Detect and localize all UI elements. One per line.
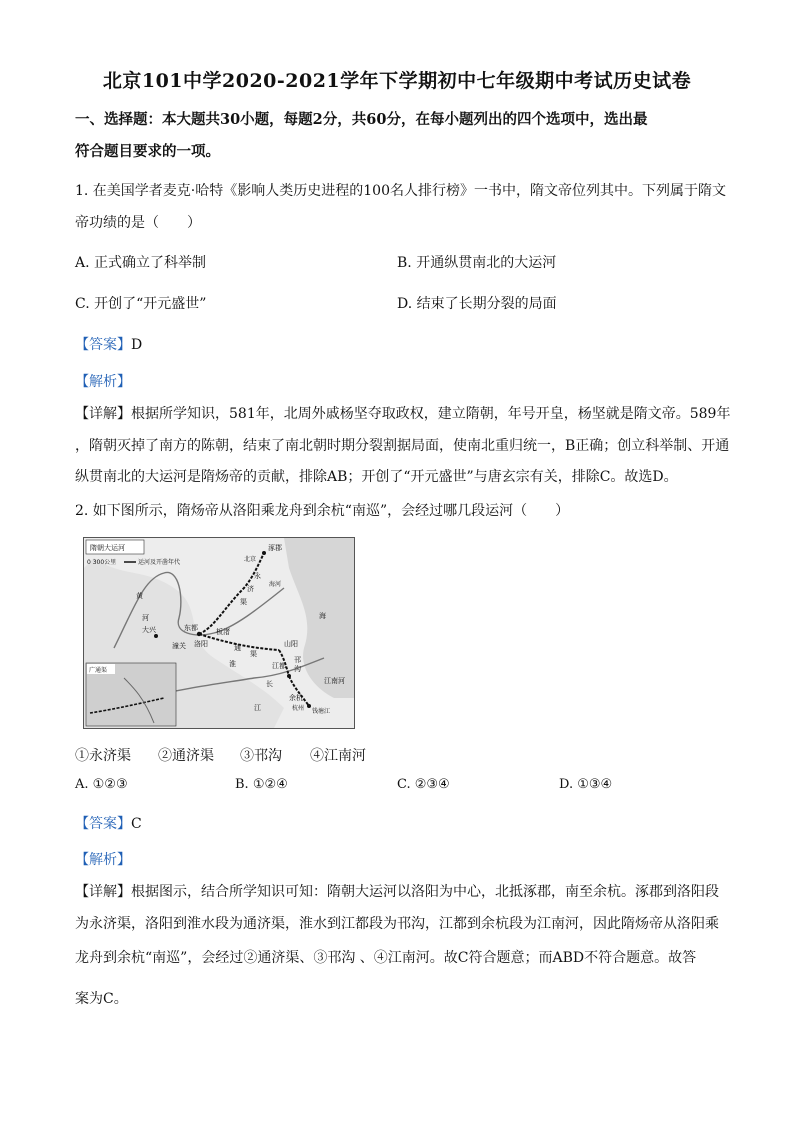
map-label-zhuojun: 涿郡 (268, 544, 282, 552)
map-title: 隋朝大运河 (90, 544, 125, 552)
q1-option-a: A. 正式确立了科举制 (75, 255, 207, 271)
map-label-qu2: 渠 (250, 650, 257, 658)
q2-stem: 2. 如下图所示，隋炀帝从洛阳乘龙舟到余杭“南巡”，会经过哪几段运河（ ） (75, 503, 570, 519)
q1-answer-value: D (131, 337, 143, 353)
q1-analysis-label: 【解析】 (75, 374, 131, 390)
q2-detail-label: 【详解】 (75, 884, 131, 900)
map-label-yuhang: 余杭 (289, 694, 303, 702)
map-label-dongdu: 东都 (184, 624, 198, 632)
map-label-jiang: 江 (254, 704, 261, 712)
grand-canal-map (83, 537, 355, 729)
q1-detail-label: 【详解】 (75, 406, 131, 422)
map-label-huang: 黄 (136, 592, 143, 600)
map-label-huai: 淮 (229, 660, 236, 668)
map-legend: 运河及开凿年代 (138, 559, 181, 566)
q1-detail-line2: ，隋朝灭掉了南方的陈朝，结束了南北朝时期分裂割据局面，使南北重归统一，B正确；创立科举制、开通 (75, 438, 730, 454)
q2-answer-value: C (131, 816, 142, 832)
map-label-beijing: 北京 (244, 556, 257, 563)
q2-option-a: A. ①②③ (75, 777, 128, 792)
map-label-ji: 济 (247, 585, 254, 593)
q2-option-c: C. ②③④ (397, 777, 450, 792)
q2-detail-line3: 龙舟到余杭“南巡”，会经过②通济渠、③邗沟 、④江南河。故C符合题意；而ABD不符合题意。故答 (75, 950, 697, 966)
q2-choice-2: ②通济渠 (158, 748, 214, 764)
map-label-jiangnan: 江南河 (324, 677, 345, 685)
map-label-tongguan: 潼关 (172, 642, 186, 650)
q2-detail-line4: 案为C。 (75, 991, 128, 1007)
map-label-qu: 渠 (240, 598, 247, 606)
map-label-qiantang: 钱塘江 (312, 708, 331, 715)
q2-answer-label: 【答案】 (75, 816, 131, 832)
q1-answer-label: 【答案】 (75, 337, 131, 353)
map-label-luoyang: 洛阳 (194, 640, 208, 648)
q2-detail-line1 (75, 881, 719, 901)
q2-detail-line2: 为永济渠，洛阳到淮水段为通济渠，淮水到江都段为邗沟，江都到余杭段为江南河，因此隋炀帝从洛阳乘 (75, 916, 719, 932)
map-label-han: 邗 (294, 656, 301, 664)
q1-answer (75, 334, 142, 354)
map-label-shanyang: 山阳 (284, 640, 298, 648)
map-label-daxing: 大兴 (142, 626, 156, 634)
q2-choice-3: ③邗沟 (240, 748, 282, 764)
q2-choice-1: ①永济渠 (75, 748, 131, 764)
q2-option-d: D. ①③④ (559, 777, 613, 792)
q1-detail-text1: 根据所学知识，581年，北周外戚杨坚夺取政权，建立隋朝，年号开皇，杨坚就是隋文帝。589年 (131, 406, 731, 422)
map-label-jiangdu: 江都 (272, 662, 286, 670)
q1-option-c: C. 开创了“开元盛世” (75, 296, 207, 312)
map-svg (84, 538, 354, 728)
q1-detail-line1 (75, 403, 730, 423)
q2-detail-text1: 根据图示，结合所学知识可知：隋朝大运河以洛阳为中心，北抵涿郡，南至余杭。涿郡到洛阳段 (131, 884, 719, 900)
section-heading-line2: 符合题目要求的一项。 (75, 143, 220, 160)
map-scale: 0 300公里 (87, 559, 117, 566)
map-label-chang: 长 (266, 680, 273, 688)
map-label-hangzhou: 杭州 (292, 705, 305, 712)
map-label-yong: 永 (254, 572, 261, 580)
q1-detail-line3: 纵贯南北的大运河是隋炀帝的贡献，排除AB；开创了“开元盛世”与唐玄宗有关，排除C。故选D。 (75, 469, 678, 485)
q1-stem-line2: 帝功绩的是（ ） (75, 215, 201, 231)
map-label-hai: 海 (319, 612, 326, 620)
q2-option-b: B. ①②④ (235, 777, 288, 792)
q1-option-d: D. 结束了长期分裂的局面 (397, 296, 557, 312)
map-label-haihe: 海河 (269, 581, 282, 588)
map-label-banzhu: 板渚 (216, 628, 230, 636)
q1-option-b: B. 开通纵贯南北的大运河 (397, 255, 557, 271)
q1-stem-line1: 1. 在美国学者麦克·哈特《影响人类历史进程的100名人排行榜》一书中，隋文帝位列其中。下列属于隋文 (75, 183, 726, 199)
page-title: 北京101中学2020-2021学年下学期初中七年级期中考试历史试卷 (102, 70, 692, 92)
map-label-he: 河 (142, 614, 149, 622)
q2-answer (75, 813, 142, 833)
map-inset-title: 广通渠 (89, 667, 108, 674)
map-label-gou: 沟 (294, 665, 301, 673)
q2-choice-4: ④江南河 (310, 748, 366, 764)
section-heading-line1: 一、选择题：本大题共30小题，每题2分，共60分，在每小题列出的四个选项中，选出最 (75, 111, 648, 128)
map-label-tong: 通 (234, 644, 241, 652)
q2-analysis-label: 【解析】 (75, 852, 131, 868)
